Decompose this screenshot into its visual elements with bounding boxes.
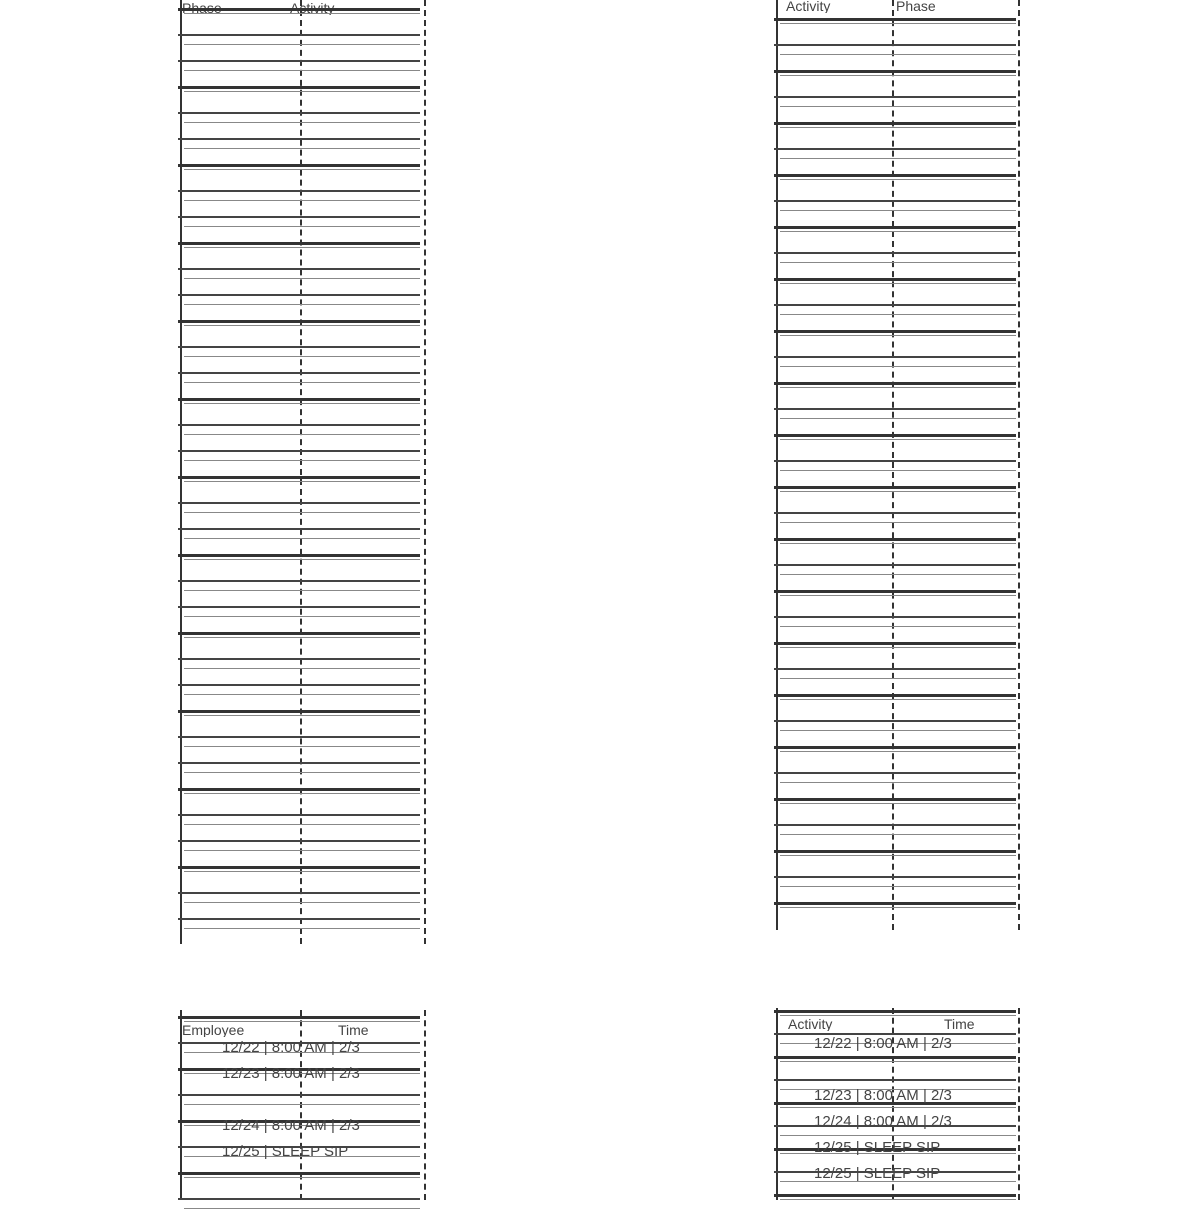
row-divider-secondary xyxy=(780,470,1016,471)
row-divider xyxy=(178,424,420,426)
column-header-2: Time xyxy=(944,1018,975,1031)
row-divider-secondary xyxy=(184,512,420,513)
column-header-1: Activity xyxy=(788,1018,833,1031)
row-divider-secondary xyxy=(184,278,420,279)
column-header-2: Phase xyxy=(896,0,936,13)
row-divider-secondary xyxy=(780,54,1016,55)
column-header-1: Activity xyxy=(786,0,831,13)
column-header-2: Activity xyxy=(290,2,335,15)
column-divider xyxy=(892,0,894,930)
row-divider xyxy=(178,580,420,582)
row-divider-secondary xyxy=(780,647,1016,648)
row-divider xyxy=(774,876,1016,878)
row-divider xyxy=(178,320,420,323)
row-divider xyxy=(774,824,1016,826)
row-divider-secondary xyxy=(184,616,420,617)
row-divider xyxy=(178,502,420,504)
row-divider-secondary xyxy=(780,335,1016,336)
row-divider xyxy=(774,122,1016,125)
row-divider-secondary xyxy=(780,1015,1016,1016)
row-divider-secondary xyxy=(780,595,1016,596)
row-divider xyxy=(774,590,1016,593)
row-divider-secondary xyxy=(184,824,420,825)
row-divider xyxy=(178,216,420,218)
row-divider-secondary xyxy=(780,730,1016,731)
row-divider xyxy=(774,44,1016,46)
row-divider xyxy=(774,616,1016,618)
row-divider-secondary xyxy=(780,106,1016,107)
row-divider-secondary xyxy=(184,793,420,794)
row-divider xyxy=(178,814,420,816)
row-divider-secondary xyxy=(184,715,420,716)
top-right-table xyxy=(774,0,1024,930)
column-header-2: Time xyxy=(338,1024,369,1037)
row-divider xyxy=(774,564,1016,566)
row-divider-secondary xyxy=(184,304,420,305)
row-divider xyxy=(774,382,1016,385)
row-divider xyxy=(774,902,1016,905)
column-divider xyxy=(1018,0,1020,930)
row-divider-secondary xyxy=(780,1181,1016,1182)
row-divider xyxy=(178,34,420,36)
column-divider xyxy=(424,0,426,944)
column-border-left xyxy=(180,0,182,944)
row-divider xyxy=(774,1056,1016,1059)
row-divider xyxy=(774,746,1016,749)
row-divider-secondary xyxy=(184,434,420,435)
row-divider xyxy=(178,164,420,167)
bottom-right-table xyxy=(774,1008,1024,1200)
row-divider xyxy=(774,798,1016,801)
row-divider-secondary xyxy=(780,387,1016,388)
row-divider-secondary xyxy=(780,366,1016,367)
row-divider-secondary xyxy=(780,231,1016,232)
row-divider xyxy=(774,96,1016,98)
row-divider xyxy=(178,1016,420,1019)
row-divider xyxy=(178,450,420,452)
row-divider xyxy=(774,174,1016,177)
table-cell: 12/22 | 8:00 AM | 2/3 xyxy=(814,1036,952,1051)
row-divider xyxy=(774,720,1016,722)
column-divider xyxy=(1018,1008,1020,1200)
column-divider xyxy=(300,0,302,944)
row-divider xyxy=(774,850,1016,853)
table-cell: 12/24 | 8:00 AM | 2/3 xyxy=(222,1118,360,1133)
table-cell: 12/25 | SLEEP SIP xyxy=(814,1140,941,1155)
row-divider xyxy=(178,190,420,192)
row-divider xyxy=(178,632,420,635)
row-divider-secondary xyxy=(780,626,1016,627)
row-divider xyxy=(774,226,1016,229)
table-cell: 12/25 | SLEEP SIP xyxy=(222,1144,349,1159)
row-divider xyxy=(774,1079,1016,1081)
row-divider-secondary xyxy=(780,886,1016,887)
row-divider xyxy=(774,460,1016,462)
row-divider-secondary xyxy=(184,850,420,851)
row-divider xyxy=(178,398,420,401)
row-divider-secondary xyxy=(184,1021,420,1022)
table-cell: 12/25 | SLEEP SIP xyxy=(814,1166,941,1181)
row-divider xyxy=(774,252,1016,254)
row-divider-secondary xyxy=(184,772,420,773)
row-divider-secondary xyxy=(184,928,420,929)
row-divider xyxy=(774,772,1016,774)
row-divider-secondary xyxy=(184,637,420,638)
row-divider-secondary xyxy=(780,751,1016,752)
row-divider xyxy=(178,86,420,89)
row-divider-secondary xyxy=(184,148,420,149)
row-divider-secondary xyxy=(780,127,1016,128)
row-divider-secondary xyxy=(780,262,1016,263)
row-divider xyxy=(774,70,1016,73)
row-divider xyxy=(178,60,420,62)
row-divider xyxy=(178,1172,420,1175)
row-divider xyxy=(178,476,420,479)
row-divider xyxy=(178,684,420,686)
row-divider-secondary xyxy=(184,91,420,92)
row-divider xyxy=(178,606,420,608)
row-divider xyxy=(178,1094,420,1096)
row-divider-secondary xyxy=(780,522,1016,523)
row-divider-secondary xyxy=(780,907,1016,908)
row-divider xyxy=(774,1010,1016,1013)
row-divider-secondary xyxy=(184,559,420,560)
row-divider xyxy=(178,294,420,296)
row-divider xyxy=(774,200,1016,202)
row-divider-secondary xyxy=(184,1104,420,1105)
row-divider xyxy=(178,8,420,11)
row-divider-secondary xyxy=(780,699,1016,700)
row-divider-secondary xyxy=(184,1177,420,1178)
row-divider-secondary xyxy=(184,247,420,248)
row-divider xyxy=(178,658,420,660)
column-border-left xyxy=(776,0,778,930)
row-divider-secondary xyxy=(184,538,420,539)
table-cell: 12/24 | 8:00 AM | 2/3 xyxy=(814,1114,952,1129)
row-divider xyxy=(774,1033,1016,1035)
row-divider-secondary xyxy=(184,70,420,71)
row-divider-secondary xyxy=(780,210,1016,211)
row-divider-secondary xyxy=(184,44,420,45)
row-divider xyxy=(774,408,1016,410)
row-divider-secondary xyxy=(780,158,1016,159)
row-divider xyxy=(774,1194,1016,1197)
row-divider-secondary xyxy=(780,179,1016,180)
row-divider-secondary xyxy=(780,855,1016,856)
row-divider-secondary xyxy=(184,460,420,461)
row-divider xyxy=(774,694,1016,697)
row-divider-secondary xyxy=(780,439,1016,440)
row-divider-secondary xyxy=(184,871,420,872)
column-divider xyxy=(424,1010,426,1200)
row-divider xyxy=(178,528,420,530)
top-left-table xyxy=(178,0,428,944)
row-divider-secondary xyxy=(184,694,420,695)
row-divider-secondary xyxy=(184,226,420,227)
column-header-1: Phase xyxy=(182,2,222,15)
row-divider-secondary xyxy=(184,325,420,326)
row-divider-secondary xyxy=(780,1107,1016,1108)
row-divider-secondary xyxy=(184,746,420,747)
row-divider xyxy=(774,512,1016,514)
row-divider xyxy=(774,18,1016,21)
row-divider-secondary xyxy=(184,356,420,357)
row-divider-secondary xyxy=(780,1135,1016,1136)
row-divider xyxy=(178,372,420,374)
row-divider xyxy=(178,762,420,764)
row-divider xyxy=(774,538,1016,541)
row-divider-secondary xyxy=(184,122,420,123)
row-divider xyxy=(774,330,1016,333)
table-cell: 12/22 | 8:00 AM | 2/3 xyxy=(222,1040,360,1055)
row-divider-secondary xyxy=(780,678,1016,679)
row-divider xyxy=(774,148,1016,150)
row-divider xyxy=(178,736,420,738)
row-divider-secondary xyxy=(184,668,420,669)
row-divider-secondary xyxy=(184,590,420,591)
table-cell: 12/23 | 8:00 AM | 2/3 xyxy=(814,1088,952,1103)
row-divider xyxy=(178,840,420,842)
row-divider-secondary xyxy=(184,481,420,482)
row-divider xyxy=(178,710,420,713)
row-divider-secondary xyxy=(184,169,420,170)
row-divider-secondary xyxy=(780,574,1016,575)
row-divider-secondary xyxy=(780,418,1016,419)
row-divider-secondary xyxy=(184,13,420,14)
row-divider xyxy=(178,866,420,869)
row-divider-secondary xyxy=(780,75,1016,76)
row-divider-secondary xyxy=(184,382,420,383)
column-header-1: Employee xyxy=(182,1024,245,1037)
row-divider xyxy=(774,278,1016,281)
row-divider-secondary xyxy=(780,782,1016,783)
row-divider xyxy=(178,242,420,245)
row-divider-secondary xyxy=(184,902,420,903)
row-divider-secondary xyxy=(184,403,420,404)
row-divider xyxy=(774,304,1016,306)
row-divider-secondary xyxy=(780,314,1016,315)
row-divider-secondary xyxy=(780,1061,1016,1062)
row-divider xyxy=(178,268,420,270)
row-divider-secondary xyxy=(184,200,420,201)
row-divider-secondary xyxy=(780,283,1016,284)
row-divider xyxy=(774,434,1016,437)
row-divider xyxy=(178,918,420,920)
row-divider-secondary xyxy=(780,491,1016,492)
row-divider xyxy=(178,346,420,348)
bottom-left-table xyxy=(178,1010,428,1200)
row-divider xyxy=(178,554,420,557)
table-cell: 12/23 | 8:00 AM | 2/3 xyxy=(222,1066,360,1081)
row-divider xyxy=(178,892,420,894)
row-divider-secondary xyxy=(780,23,1016,24)
row-divider xyxy=(774,486,1016,489)
row-divider xyxy=(178,138,420,140)
row-divider-secondary xyxy=(780,803,1016,804)
row-divider xyxy=(774,642,1016,645)
row-divider-secondary xyxy=(780,834,1016,835)
row-divider xyxy=(774,668,1016,670)
row-divider xyxy=(178,788,420,791)
row-divider-secondary xyxy=(780,543,1016,544)
row-divider xyxy=(178,112,420,114)
row-divider xyxy=(774,356,1016,358)
